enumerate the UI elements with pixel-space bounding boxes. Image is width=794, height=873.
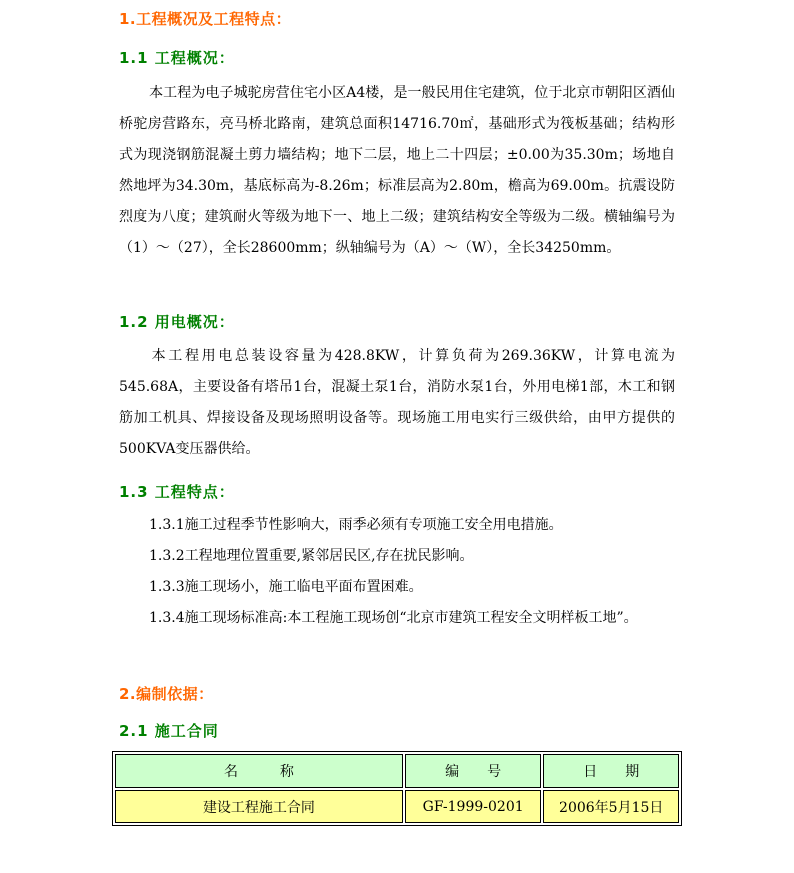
feature-item-text: 1.3.1施工过程季节性影响大，雨季必须有专项施工安全用电措施。 — [149, 517, 563, 533]
power-text: 本工程用电总装设容量为428.8KW，计算负荷为269.36KW，计算电流为545.68A，主要设备有塔吊1台，混凝土泵1台，消防水泵1台，外用电梯1部，木工和钢筋加工机具、焊接设备及现场照明设备等。现场施工用电实行三级供给，由甲方提供的500KVA变压器供给。 — [119, 348, 675, 457]
cell-contract-number: GF-1999-0201 — [405, 790, 542, 823]
header-cell-number: 编 号 — [405, 754, 542, 788]
section-1-heading: 1.工程概况及工程特点： — [119, 10, 292, 28]
overview-paragraph — [119, 78, 675, 264]
cell-contract-date: 2006年5月15日 — [543, 790, 679, 823]
contract-table — [112, 751, 682, 826]
overview-text: 本工程为电子城驼房营住宅小区A4楼，是一般民用住宅建筑，位于北京市朝阳区酒仙桥驼房营路东，亮马桥北路南，建筑总面积14716.70㎡，基础形式为筏板基础；结构形式为现浇钢筋混凝土剪力墙结构；地下二层，地上二十四层；±0.00为35.30m；场地自然地坪为34.30m，基底标高为-8.26m；标准层高为2.80m，檐高为69.00m。抗震设防烈度为八度；建筑耐火等级为地下一、地上二级；建筑结构安全等级为二级。横轴编号为（1）～（27），全长28600mm；纵轴编号为（A）～（W），全长34250mm。 — [119, 85, 675, 256]
header-cell-name: 名 称 — [115, 754, 403, 788]
table-header-row — [115, 754, 679, 788]
feature-item-text: 1.3.3施工现场小，施工临电平面布置困难。 — [149, 579, 423, 595]
feature-item — [119, 541, 675, 572]
overview-heading: 1.1 工程概况： — [119, 49, 235, 67]
feature-item — [119, 572, 675, 603]
table-row — [115, 790, 679, 823]
power-heading: 1.2 用电概况： — [119, 313, 235, 331]
section-2-heading: 2.编制依据： — [119, 685, 214, 703]
contract-heading: 2.1 施工合同 — [119, 722, 219, 740]
feature-item — [119, 510, 675, 541]
power-paragraph — [119, 341, 675, 465]
header-cell-date: 日 期 — [543, 754, 679, 788]
feature-item — [119, 603, 675, 634]
cell-contract-name: 建设工程施工合同 — [115, 790, 403, 823]
feature-item-text: 1.3.2工程地理位置重要,紧邻居民区,存在扰民影响。 — [149, 548, 474, 564]
features-heading: 1.3 工程特点： — [119, 483, 235, 501]
feature-item-text: 1.3.4施工现场标准高:本工程施工现场创“北京市建筑工程安全文明样板工地”。 — [149, 610, 638, 626]
